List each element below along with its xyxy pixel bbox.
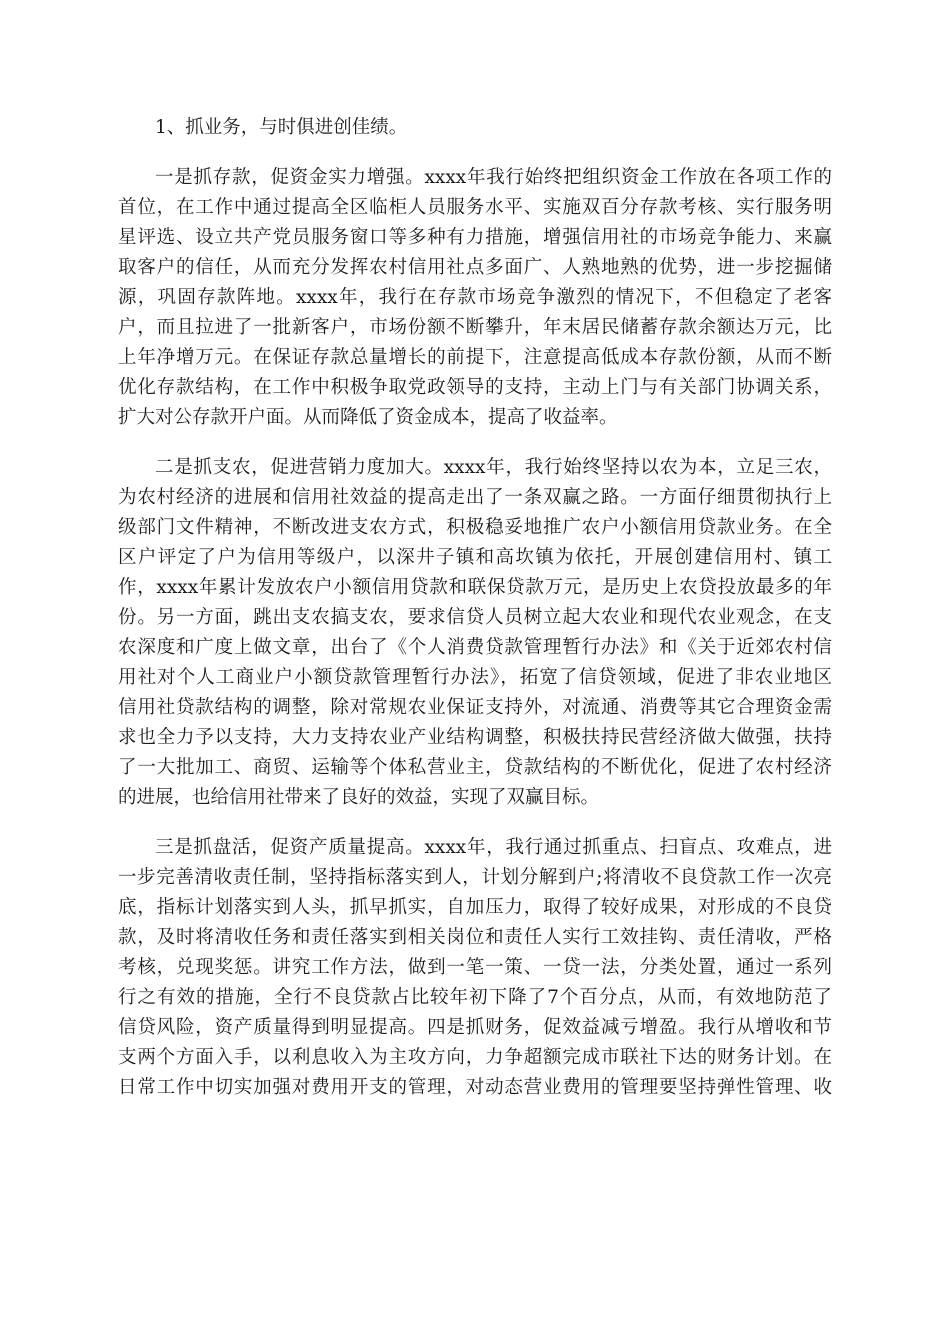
- paragraph-line: 取客户的信任，从而充分发挥农村信用社点多面广、人熟地熟的优势，进一步挖掘储: [118, 257, 832, 278]
- section-heading: 1、抓业务，与时俱进创佳绩。: [155, 117, 408, 138]
- paragraph-line: 支两个方面入手，以利息收入为主攻方向，力争超额完成市联社下达的财务计划。在: [118, 1047, 832, 1068]
- paragraph-line: 作，xxxx年累计发放农户小额信用贷款和联保贷款万元，是历史上农贷投放最多的年: [118, 577, 832, 598]
- paragraph-line: 考核，兑现奖惩。讲究工作方法，做到一笔一策、一贷一法，分类处置，通过一系列: [118, 957, 832, 978]
- paragraph-line: 上年净增万元。在保证存款总量增长的前提下，注意提高低成本存款份额，从而不断: [118, 347, 832, 368]
- paragraph-line: 扩大对公存款开户面。从而降低了资金成本，提高了收益率。: [118, 407, 618, 428]
- paragraph-line: 款，及时将清收任务和责任落实到相关岗位和责任人实行工效挂钩、责任清收，严格: [118, 927, 832, 948]
- paragraph-asset-quality: [118, 833, 832, 1103]
- paragraph-line: 为农村经济的进展和信用社效益的提高走出了一条双赢之路。一方面仔细贯彻执行上: [118, 487, 832, 508]
- document-body: [118, 113, 832, 1123]
- paragraph-line: 一步完善清收责任制，坚持指标落实到人，计划分解到户;将清收不良贷款工作一次亮: [118, 867, 832, 888]
- paragraph-line: 份。另一方面，跳出支农搞支农，要求信贷人员树立起大农业和现代农业观念，在支: [118, 607, 832, 628]
- paragraph-line: 了一大批加工、商贸、运输等个体私营业主，贷款结构的不断优化，促进了农村经济: [118, 757, 832, 778]
- paragraph-agriculture-support: [118, 453, 832, 813]
- paragraph-line: 底，指标计划落实到人头，抓早抓实，自加压力，取得了较好成果，对形成的不良贷: [118, 897, 832, 918]
- paragraph-line: 二是抓支农，促进营销力度加大。xxxx年，我行始终坚持以农为本，立足三农，: [155, 457, 832, 478]
- paragraph-line: 的进展，也给信用社带来了良好的效益，实现了双赢目标。: [118, 787, 600, 808]
- paragraph-line: 户，而且拉进了一批新客户，市场份额不断攀升，年末居民储蓄存款余额达万元，比: [118, 317, 832, 338]
- paragraph-line: 农深度和广度上做文章，出台了《个人消费贷款管理暂行办法》和《关于近郊农村信: [118, 637, 832, 658]
- paragraph-line: 源，巩固存款阵地。xxxx年，我行在存款市场竞争激烈的情况下，不但稳定了老客: [118, 287, 832, 308]
- paragraph-line: 行之有效的措施，全行不良贷款占比较年初下降了7个百分点，从而，有效地防范了: [118, 987, 832, 1008]
- paragraph-line: 区户评定了户为信用等级户，以深井子镇和高坎镇为依托，开展创建信用村、镇工: [118, 547, 832, 568]
- paragraph-line: 星评选、设立共产党员服务窗口等多种有力措施，增强信用社的市场竞争能力、来赢: [118, 227, 832, 248]
- paragraph-line: 优化存款结构，在工作中积极争取党政领导的支持，主动上门与有关部门协调关系，: [118, 377, 832, 398]
- paragraph-line: 级部门文件精神，不断改进支农方式，积极稳妥地推广农户小额信用贷款业务。在全: [118, 517, 832, 538]
- paragraph-line: 用社对个人工商业户小额贷款管理暂行办法》，拓宽了信贷领域，促进了非农业地区: [118, 667, 832, 688]
- paragraph-line: 求也全力予以支持，大力支持农业产业结构调整，积极扶持民营经济做大做强，扶持: [118, 727, 832, 748]
- paragraph-line: 日常工作中切实加强对费用开支的管理，对动态营业费用的管理要坚持弹性管理、收: [118, 1077, 832, 1098]
- paragraph-line: 信用社贷款结构的调整，除对常规农业保证支持外，对流通、消费等其它合理资金需: [118, 697, 832, 718]
- paragraph-line: 一是抓存款，促资金实力增强。xxxx年我行始终把组织资金工作放在各项工作的: [155, 167, 832, 188]
- paragraph-line: 信贷风险，资产质量得到明显提高。四是抓财务，促效益减亏增盈。我行从增收和节: [118, 1017, 832, 1038]
- paragraph-line: 首位，在工作中通过提高全区临柜人员服务水平、实施双百分存款考核、实行服务明: [118, 197, 832, 218]
- paragraph-line: 三是抓盘活，促资产质量提高。xxxx年，我行通过抓重点、扫盲点、攻难点，进: [155, 837, 832, 858]
- paragraph-deposits: [118, 163, 832, 433]
